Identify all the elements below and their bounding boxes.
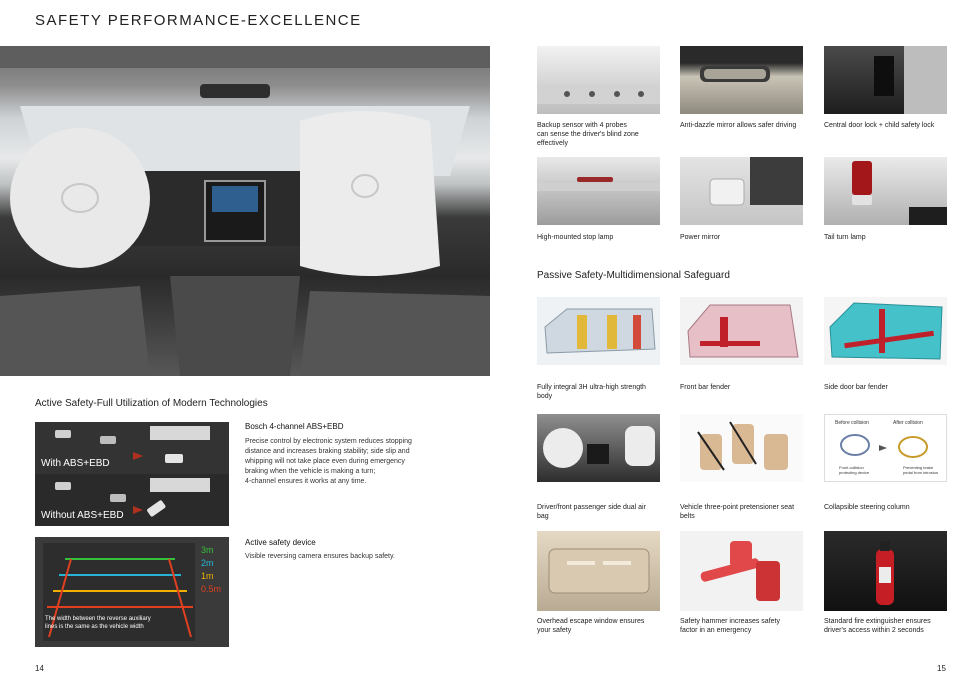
caption-line: Fully integral 3H ultra-high strength [537, 384, 646, 391]
caption-line: bag [537, 513, 549, 520]
steering-column-diagram [824, 414, 947, 482]
cabin-airbag-photo [0, 46, 490, 376]
caption-line: Safety hammer increases safety [680, 618, 780, 625]
power-mirror-photo [680, 157, 803, 225]
tail-lamp-illustration [824, 157, 947, 225]
caption-backup-sensor [537, 121, 660, 148]
caption-line: can sense the driver's blind zone [537, 131, 639, 138]
caption-front-bar [680, 383, 803, 392]
door-lock-photo [824, 46, 947, 114]
caption-line: driver's access within 2 seconds [824, 627, 924, 634]
camera-feature-text: Visible reversing camera ensures backup safety. [245, 553, 395, 560]
caption-line: your safety [537, 627, 572, 634]
escape-window-illustration [537, 531, 660, 611]
caption-line: belts [680, 513, 695, 520]
caption-door-lock [824, 121, 959, 130]
caption-line: body [537, 393, 553, 400]
distance-05m: 0.5m [201, 584, 222, 594]
front-bar-illustration [680, 297, 803, 365]
steering-brake-line: Preventing brake [903, 465, 934, 470]
caption-line: Collapsible steering column [824, 504, 910, 511]
caption-stop-lamp [537, 233, 660, 242]
reversing-camera-panel [35, 537, 229, 647]
abs-text-line: 4-channel ensures it works at any time. [245, 478, 367, 485]
caption-line: Power mirror [680, 234, 721, 241]
distance-1m: 1m [201, 571, 214, 581]
caption-fire-extinguisher [824, 617, 959, 635]
camera-feature [245, 538, 440, 562]
caption-seat-belts [680, 503, 803, 521]
power-mirror-illustration [680, 157, 803, 225]
mirror-illustration [680, 46, 803, 114]
steering-brake-line: pedal from intrusion [903, 470, 939, 475]
escape-window-photo [537, 531, 660, 611]
backup-sensor-photo [537, 46, 660, 114]
caption-line: Central door lock + child safety lock [824, 122, 935, 129]
abs-text-line: Precise control by electronic system reduces stopping [245, 438, 412, 445]
seat-belt-photo [680, 414, 803, 482]
cabin-illustration [0, 46, 490, 376]
passive-safety-heading: Passive Safety-Multidimensional Safeguard [537, 270, 730, 281]
caption-line: Vehicle three-point pretensioner seat [680, 504, 795, 511]
caption-line: Tail turn lamp [824, 234, 866, 241]
tail-lamp-photo [824, 157, 947, 225]
steering-before-label: Before collision [835, 420, 869, 426]
distance-2m: 2m [201, 558, 214, 568]
caption-safety-hammer [680, 617, 803, 635]
camera-note [45, 615, 151, 631]
caption-line: effectively [537, 140, 568, 147]
caption-escape-window [537, 617, 660, 635]
abs-feature-title: Bosch 4-channel ABS+EBD [245, 422, 344, 431]
steering-front-label [839, 465, 869, 475]
caption-anti-dazzle-mirror [680, 121, 815, 130]
caption-line: Backup sensor with 4 probes [537, 122, 627, 129]
abs-feature [245, 422, 445, 487]
backup-sensor-illustration [537, 46, 660, 114]
steering-front-line: Front collision [839, 465, 864, 470]
anti-dazzle-mirror-photo [680, 46, 803, 114]
caption-side-door-bar [824, 383, 947, 392]
caption-line: Driver/front passenger side dual air [537, 504, 646, 511]
abs-comparison-panel [35, 422, 229, 526]
steering-front-line: protecting device [839, 470, 870, 475]
abs-without-label: Without ABS+EBD [41, 510, 124, 521]
abs-with-label: With ABS+EBD [41, 458, 110, 469]
active-safety-heading: Active Safety-Full Utilization of Modern Technologies [35, 398, 268, 409]
caption-line: High-mounted stop lamp [537, 234, 614, 241]
caption-dual-airbag [537, 503, 660, 521]
caption-line: factor in an emergency [680, 627, 752, 634]
camera-note-line: lines is the same as the vehicle width [45, 624, 144, 630]
camera-feature-title: Active safety device [245, 538, 316, 547]
side-door-bar-photo [824, 297, 947, 365]
body-structure-illustration [537, 297, 660, 365]
page-title: SAFETY PERFORMANCE-EXCELLENCE [35, 12, 362, 29]
front-bar-photo [680, 297, 803, 365]
page-number-right: 15 [937, 664, 946, 673]
caption-line: Side door bar fender [824, 384, 888, 391]
fire-extinguisher-illustration [824, 531, 947, 611]
safety-hammer-illustration [680, 531, 803, 611]
dual-airbag-illustration [537, 414, 660, 482]
door-lock-illustration [824, 46, 947, 114]
camera-note-line: The width between the reverse auxiliary [45, 616, 151, 622]
caption-line: Overhead escape window ensures [537, 618, 645, 625]
abs-text-line: distance and increases braking stability; side slip and [245, 448, 410, 455]
caption-steering-column [824, 503, 947, 512]
stop-lamp-illustration [537, 157, 660, 225]
safety-hammer-photo [680, 531, 803, 611]
caption-body-structure [537, 383, 660, 401]
abs-text-line: braking when the vehicle is making a turn; [245, 468, 376, 475]
caption-power-mirror [680, 233, 803, 242]
fire-extinguisher-photo [824, 531, 947, 611]
side-door-bar-illustration [824, 297, 947, 365]
abs-feature-text [245, 437, 445, 487]
steering-after-label: After collision [893, 420, 923, 426]
seat-belts-illustration [680, 414, 803, 482]
body-structure-photo [537, 297, 660, 365]
caption-line: Standard fire extinguisher ensures [824, 618, 931, 625]
stop-lamp-photo [537, 157, 660, 225]
caption-tail-lamp [824, 233, 947, 242]
page-number-left: 14 [35, 664, 44, 673]
caption-line: Front bar fender [680, 384, 731, 391]
abs-text-line: whipping will not take place even during emergency [245, 458, 405, 465]
caption-line: Anti-dazzle mirror allows safer driving [680, 122, 797, 129]
dual-airbag-photo [537, 414, 660, 482]
steering-brake-label [903, 465, 938, 475]
distance-3m: 3m [201, 545, 214, 555]
